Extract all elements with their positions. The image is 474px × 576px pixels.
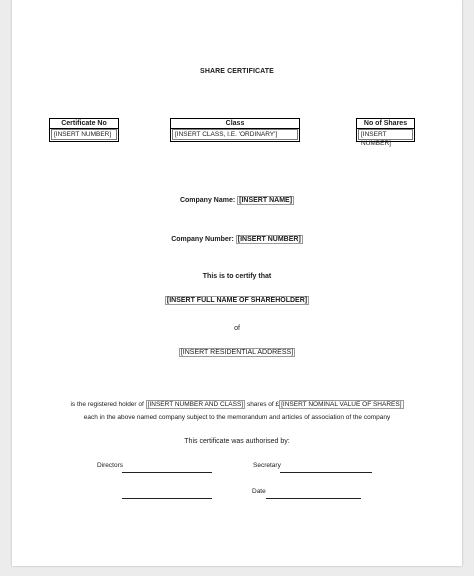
certificate-no-box <box>49 118 119 142</box>
nominal-value-field[interactable]: [INSERT NOMINAL VALUE OF SHARES] <box>281 401 402 408</box>
class-label: Class <box>171 119 299 129</box>
number-and-class-field[interactable]: [INSERT NUMBER AND CLASS] <box>147 401 244 408</box>
shareholder-name-line <box>12 297 462 304</box>
company-number-line <box>12 236 462 243</box>
company-name-field[interactable]: [INSERT NAME] <box>239 197 293 204</box>
no-of-shares-field[interactable]: [INSERT NUMBER] <box>358 129 413 140</box>
shareholder-name-field[interactable]: [INSERT FULL NAME OF SHAREHOLDER] <box>166 297 308 304</box>
certificate-title: SHARE CERTIFICATE <box>200 68 274 75</box>
date-line[interactable] <box>266 498 361 499</box>
directors-label: Directors <box>97 462 124 469</box>
address-line <box>12 349 462 356</box>
secretary-signature-line[interactable] <box>280 472 372 473</box>
authorised-text: This certificate was authorised by: <box>184 438 290 445</box>
certificate-page <box>12 0 462 566</box>
holder-prefix: is the registered holder of <box>70 401 144 408</box>
holder-middle: shares of £ <box>246 401 280 408</box>
certificate-no-field[interactable]: [INSERT NUMBER] <box>51 129 117 140</box>
class-field[interactable]: [INSERT CLASS, I.E. 'ORDINARY'] <box>172 129 298 140</box>
holder-line-2: each in the above named company subject to the memorandum and articles of association of the company <box>83 414 391 421</box>
holder-line-1 <box>12 401 462 408</box>
directors-signature-line-1[interactable] <box>122 472 212 473</box>
company-number-label: Company Number: <box>171 236 234 243</box>
certificate-no-label: Certificate No <box>50 119 118 129</box>
of-text: of <box>234 325 240 332</box>
no-of-shares-box <box>356 118 415 147</box>
date-label: Date <box>252 488 266 495</box>
secretary-label: Secretary <box>253 462 281 469</box>
directors-signature-line-2[interactable] <box>122 498 212 499</box>
class-box <box>170 118 300 142</box>
no-of-shares-label: No of Shares <box>357 119 414 129</box>
address-field[interactable]: [INSERT RESIDENTIAL ADDRESS] <box>180 349 294 356</box>
company-number-field[interactable]: [INSERT NUMBER] <box>237 236 301 243</box>
certify-text: This is to certify that <box>202 273 272 280</box>
company-name-label: Company Name: <box>179 197 236 204</box>
company-name-line <box>12 197 462 204</box>
